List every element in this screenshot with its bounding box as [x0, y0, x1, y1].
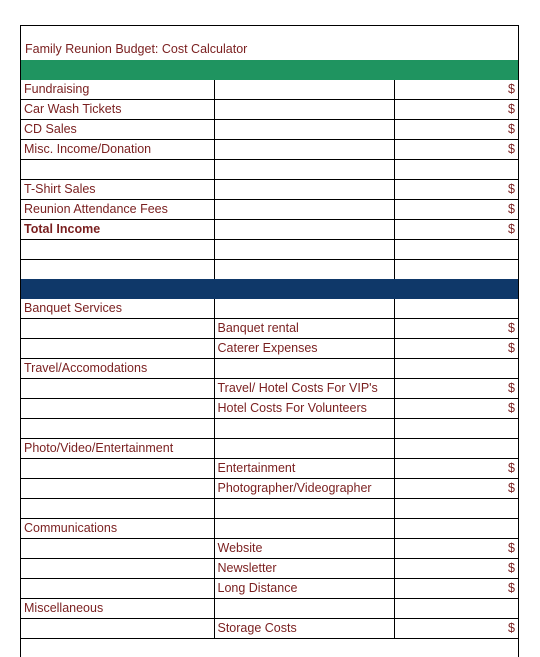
item-cell[interactable]: Travel/ Hotel Costs For VIP's	[214, 379, 394, 399]
table-row	[21, 100, 518, 120]
amount-cell[interactable]: $	[394, 479, 518, 499]
amount-cell[interactable]: $	[394, 100, 518, 120]
amount-cell[interactable]	[394, 260, 518, 280]
table-row	[21, 579, 518, 599]
income-table	[21, 80, 518, 280]
amount-cell[interactable]: $	[394, 200, 518, 220]
label-cell[interactable]	[21, 539, 214, 559]
table-row	[21, 80, 518, 100]
label-cell[interactable]: Miscellaneous	[21, 599, 214, 619]
amount-cell[interactable]: $	[394, 379, 518, 399]
amount-cell[interactable]: $	[394, 319, 518, 339]
table-row	[21, 319, 518, 339]
label-cell[interactable]: Misc. Income/Donation	[21, 140, 214, 160]
table-row	[21, 459, 518, 479]
item-cell[interactable]	[214, 359, 394, 379]
label-cell[interactable]	[21, 579, 214, 599]
item-cell[interactable]	[214, 180, 394, 200]
label-cell[interactable]	[21, 619, 214, 639]
expense-header-band	[21, 279, 518, 299]
item-cell[interactable]	[214, 599, 394, 619]
table-row	[21, 439, 518, 459]
amount-cell[interactable]	[394, 519, 518, 539]
label-cell[interactable]	[21, 260, 214, 280]
sheet-title: Family Reunion Budget: Cost Calculator	[25, 42, 248, 56]
amount-cell[interactable]: $	[394, 140, 518, 160]
table-row	[21, 299, 518, 319]
label-cell[interactable]	[21, 419, 214, 439]
label-cell[interactable]: Total Income	[21, 220, 214, 240]
label-cell[interactable]	[21, 399, 214, 419]
table-row	[21, 559, 518, 579]
item-cell[interactable]	[214, 260, 394, 280]
item-cell[interactable]: Website	[214, 539, 394, 559]
table-row	[21, 260, 518, 280]
label-cell[interactable]: Fundraising	[21, 80, 214, 100]
label-cell[interactable]: Travel/Accomodations	[21, 359, 214, 379]
amount-cell[interactable]	[394, 419, 518, 439]
amount-cell[interactable]: $	[394, 180, 518, 200]
label-cell[interactable]	[21, 459, 214, 479]
item-cell[interactable]: Caterer Expenses	[214, 339, 394, 359]
amount-cell[interactable]: $	[394, 399, 518, 419]
label-cell[interactable]: Reunion Attendance Fees	[21, 200, 214, 220]
item-cell[interactable]	[214, 519, 394, 539]
amount-cell[interactable]	[394, 299, 518, 319]
amount-cell[interactable]: $	[394, 459, 518, 479]
label-cell[interactable]: Banquet Services	[21, 299, 214, 319]
amount-cell[interactable]: $	[394, 539, 518, 559]
table-row	[21, 539, 518, 559]
item-cell[interactable]	[214, 160, 394, 180]
item-cell[interactable]: Storage Costs	[214, 619, 394, 639]
item-cell[interactable]: Entertainment	[214, 459, 394, 479]
table-row	[21, 499, 518, 519]
table-row	[21, 339, 518, 359]
label-cell[interactable]	[21, 339, 214, 359]
item-cell[interactable]	[214, 120, 394, 140]
label-cell[interactable]: Communications	[21, 519, 214, 539]
amount-cell[interactable]: $	[394, 339, 518, 359]
table-row	[21, 399, 518, 419]
table-row	[21, 200, 518, 220]
label-cell[interactable]	[21, 499, 214, 519]
amount-cell[interactable]: $	[394, 579, 518, 599]
item-cell[interactable]	[214, 439, 394, 459]
table-row	[21, 519, 518, 539]
item-cell[interactable]: Newsletter	[214, 559, 394, 579]
amount-cell[interactable]: $	[394, 80, 518, 100]
amount-cell[interactable]	[394, 599, 518, 619]
amount-cell[interactable]: $	[394, 220, 518, 240]
amount-cell[interactable]	[394, 359, 518, 379]
item-cell[interactable]	[214, 220, 394, 240]
table-row	[21, 479, 518, 499]
item-cell[interactable]: Hotel Costs For Volunteers	[214, 399, 394, 419]
label-cell[interactable]: CD Sales	[21, 120, 214, 140]
table-row	[21, 240, 518, 260]
item-cell[interactable]: Long Distance	[214, 579, 394, 599]
table-row	[21, 120, 518, 140]
amount-cell[interactable]: $	[394, 120, 518, 140]
amount-cell[interactable]	[394, 439, 518, 459]
label-cell[interactable]	[21, 319, 214, 339]
table-row	[21, 140, 518, 160]
budget-sheet	[20, 25, 519, 657]
table-row	[21, 220, 518, 240]
amount-cell[interactable]	[394, 240, 518, 260]
table-row	[21, 599, 518, 619]
label-cell[interactable]	[21, 379, 214, 399]
item-cell[interactable]	[214, 240, 394, 260]
item-cell[interactable]	[214, 499, 394, 519]
amount-cell[interactable]	[394, 499, 518, 519]
label-cell[interactable]: Photo/Video/Entertainment	[21, 439, 214, 459]
label-cell[interactable]	[21, 479, 214, 499]
item-cell[interactable]: Photographer/Videographer	[214, 479, 394, 499]
label-cell[interactable]	[21, 160, 214, 180]
label-cell[interactable]: T-Shirt Sales	[21, 180, 214, 200]
item-cell[interactable]: Banquet rental	[214, 319, 394, 339]
label-cell[interactable]	[21, 559, 214, 579]
item-cell[interactable]	[214, 80, 394, 100]
table-row	[21, 619, 518, 639]
income-header-band	[21, 60, 518, 80]
label-cell[interactable]: Car Wash Tickets	[21, 100, 214, 120]
amount-cell[interactable]: $	[394, 559, 518, 579]
item-cell[interactable]	[214, 200, 394, 220]
table-row	[21, 160, 518, 180]
expense-table	[21, 299, 518, 639]
item-cell[interactable]	[214, 100, 394, 120]
amount-cell[interactable]: $	[394, 619, 518, 639]
item-cell[interactable]	[214, 140, 394, 160]
item-cell[interactable]	[214, 419, 394, 439]
table-row	[21, 379, 518, 399]
table-row	[21, 419, 518, 439]
label-cell[interactable]	[21, 240, 214, 260]
item-cell[interactable]	[214, 299, 394, 319]
table-row	[21, 180, 518, 200]
table-row	[21, 359, 518, 379]
amount-cell[interactable]	[394, 160, 518, 180]
